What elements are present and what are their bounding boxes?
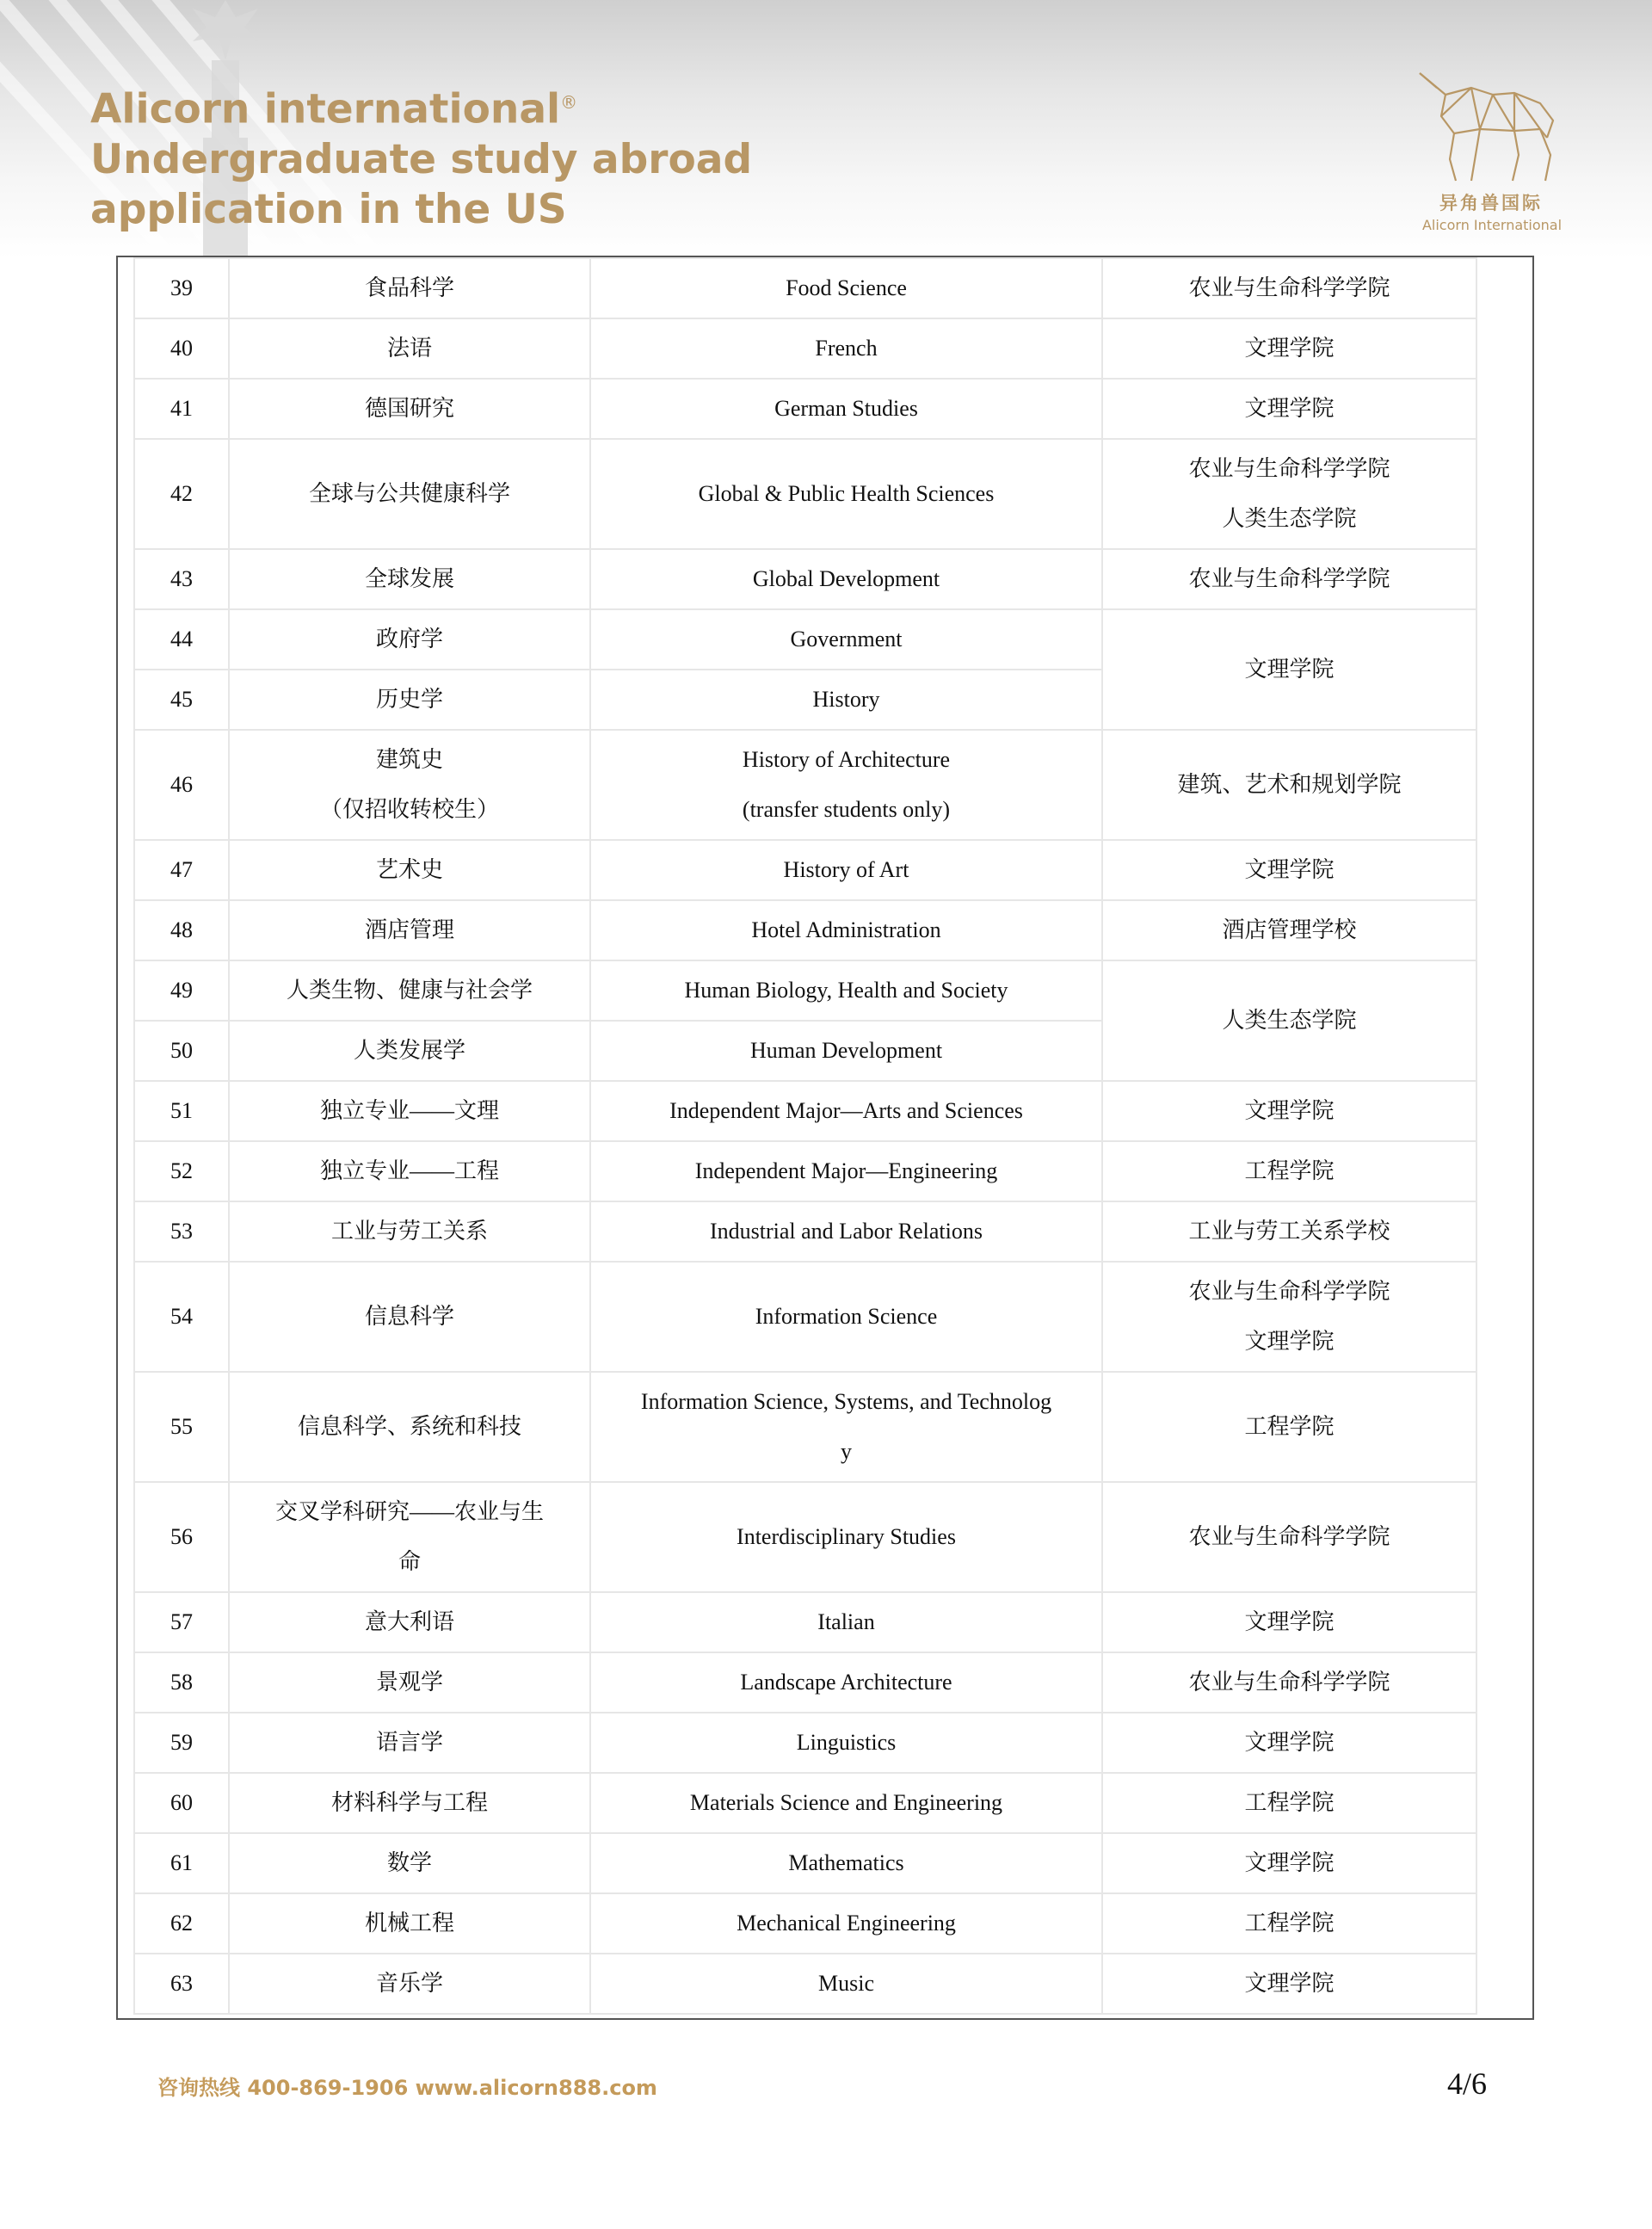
major-chinese-name-cell-line: 独立专业——文理 xyxy=(319,1098,499,1123)
row-number-cell: 60 xyxy=(134,1773,229,1833)
major-english-name-cell xyxy=(590,1372,1102,1482)
major-chinese-name-cell xyxy=(229,1713,590,1773)
major-english-name-cell xyxy=(590,1592,1102,1652)
table-row xyxy=(134,1262,1476,1372)
major-chinese-name-cell xyxy=(229,1081,590,1141)
college-cell-line: 工程学院 xyxy=(1244,1911,1335,1936)
table-row xyxy=(134,1833,1476,1893)
college-cell-line: 酒店管理学校 xyxy=(1222,917,1357,942)
major-english-name-cell-line: Global & Public Health Sciences xyxy=(698,481,995,506)
major-english-name-cell-line: Music xyxy=(818,1971,874,1996)
table-row xyxy=(134,1372,1476,1482)
major-english-name-cell xyxy=(590,1482,1102,1592)
college-cell-line: 农业与生命科学学院 xyxy=(1188,566,1390,591)
row-number-cell: 48 xyxy=(134,900,229,960)
unicorn-logo-icon xyxy=(1411,69,1566,189)
table-row xyxy=(134,840,1476,900)
major-chinese-name-cell-line: 艺术史 xyxy=(375,857,443,882)
college-cell-line: 农业与生命科学学院 xyxy=(1188,1670,1390,1695)
major-chinese-name-cell xyxy=(229,1893,590,1954)
table-row xyxy=(134,609,1476,670)
major-english-name-cell xyxy=(590,670,1102,730)
row-number-cell: 50 xyxy=(134,1021,229,1081)
major-english-name-cell-line: Mechanical Engineering xyxy=(737,1911,956,1936)
table-row xyxy=(134,258,1476,318)
college-cell xyxy=(1102,900,1476,960)
table-row xyxy=(134,1141,1476,1201)
major-chinese-name-cell xyxy=(229,1482,590,1592)
college-cell-line: 文理学院 xyxy=(1244,1098,1335,1123)
major-english-name-cell xyxy=(590,1141,1102,1201)
row-number-cell: 44 xyxy=(134,609,229,670)
college-cell xyxy=(1102,960,1476,1081)
major-chinese-name-cell xyxy=(229,439,590,549)
major-english-name-cell-line: Mathematics xyxy=(788,1850,904,1875)
major-chinese-name-cell-line: 德国研究 xyxy=(364,396,454,421)
major-chinese-name-cell-line: 交叉学科研究——农业与生 xyxy=(274,1499,544,1524)
college-cell xyxy=(1102,379,1476,439)
major-chinese-name-cell-line: 材料科学与工程 xyxy=(330,1790,488,1815)
major-chinese-name-cell-line: 意大利语 xyxy=(364,1609,454,1634)
major-english-name-cell xyxy=(590,900,1102,960)
table-row xyxy=(134,900,1476,960)
major-english-name-cell xyxy=(590,1262,1102,1372)
major-english-name-cell-line: Food Science xyxy=(786,275,907,300)
brand-title-line1: Alicorn international xyxy=(90,85,561,133)
major-english-name-cell xyxy=(590,1954,1102,2014)
major-chinese-name-cell-line: 工业与劳工关系 xyxy=(330,1219,488,1244)
college-cell xyxy=(1102,439,1476,549)
major-english-name-cell-line: Hotel Administration xyxy=(751,917,941,942)
college-cell-line: 工程学院 xyxy=(1244,1414,1335,1439)
major-chinese-name-cell xyxy=(229,1773,590,1833)
major-english-name-cell-line: Independent Major—Engineering xyxy=(694,1158,998,1183)
college-cell-line: 农业与生命科学学院 xyxy=(1188,275,1390,300)
major-english-name-cell xyxy=(590,439,1102,549)
major-english-name-cell xyxy=(590,1713,1102,1773)
college-cell-line: 文理学院 xyxy=(1244,396,1335,421)
table-row xyxy=(134,1773,1476,1833)
major-chinese-name-cell xyxy=(229,318,590,379)
major-chinese-name-cell-line: 数学 xyxy=(386,1850,432,1875)
college-cell xyxy=(1102,1081,1476,1141)
major-chinese-name-cell xyxy=(229,1833,590,1893)
table-row xyxy=(134,1713,1476,1773)
college-cell xyxy=(1102,1141,1476,1201)
major-english-name-cell-line: Human Biology, Health and Society xyxy=(684,978,1008,1003)
major-chinese-name-cell xyxy=(229,730,590,840)
college-cell xyxy=(1102,1833,1476,1893)
logo-english-text: Alicorn International xyxy=(1421,217,1563,233)
major-english-name-cell xyxy=(590,258,1102,318)
major-english-name-cell-line: History of Architecture xyxy=(742,747,951,772)
table-row xyxy=(134,1893,1476,1954)
college-cell-line: 文理学院 xyxy=(1244,1609,1335,1634)
row-number-cell: 56 xyxy=(134,1482,229,1592)
header-band xyxy=(0,0,1652,258)
major-chinese-name-cell-line: 人类生物、健康与社会学 xyxy=(286,978,533,1003)
major-chinese-name-cell xyxy=(229,379,590,439)
college-cell xyxy=(1102,1592,1476,1652)
college-cell xyxy=(1102,1954,1476,2014)
table-row xyxy=(134,1482,1476,1592)
alicorn-logo xyxy=(1411,69,1566,241)
major-english-name-cell xyxy=(590,960,1102,1021)
page-number: 4/6 xyxy=(1447,2066,1488,2101)
college-cell xyxy=(1102,1201,1476,1262)
table-row xyxy=(134,549,1476,609)
major-english-name-cell-line: Information Science xyxy=(755,1304,938,1329)
major-english-name-cell-line: y xyxy=(841,1439,852,1464)
table-row xyxy=(134,439,1476,549)
major-chinese-name-cell-line: 法语 xyxy=(386,336,432,361)
table-row xyxy=(134,730,1476,840)
table-row xyxy=(134,1592,1476,1652)
row-number-cell: 53 xyxy=(134,1201,229,1262)
major-chinese-name-cell xyxy=(229,1021,590,1081)
row-number-cell: 43 xyxy=(134,549,229,609)
college-cell xyxy=(1102,840,1476,900)
college-cell-line: 农业与生命科学学院 xyxy=(1188,1524,1390,1549)
major-chinese-name-cell-line: （仅招收转校生） xyxy=(319,797,499,822)
registered-mark: ® xyxy=(560,92,578,113)
major-chinese-name-cell xyxy=(229,1592,590,1652)
row-number-cell: 51 xyxy=(134,1081,229,1141)
major-chinese-name-cell-line: 历史学 xyxy=(375,687,443,712)
major-chinese-name-cell xyxy=(229,1954,590,2014)
major-english-name-cell-line: French xyxy=(815,336,878,361)
row-number-cell: 47 xyxy=(134,840,229,900)
row-number-cell: 62 xyxy=(134,1893,229,1954)
major-english-name-cell-line: (transfer students only) xyxy=(742,797,951,822)
major-chinese-name-cell-line: 政府学 xyxy=(375,627,443,651)
major-chinese-name-cell-line: 语言学 xyxy=(375,1730,443,1755)
major-chinese-name-cell xyxy=(229,258,590,318)
major-english-name-cell-line: Interdisciplinary Studies xyxy=(737,1524,956,1549)
major-english-name-cell-line: Independent Major—Arts and Sciences xyxy=(669,1098,1023,1123)
row-number-cell: 42 xyxy=(134,439,229,549)
row-number-cell: 40 xyxy=(134,318,229,379)
row-number-cell: 61 xyxy=(134,1833,229,1893)
major-english-name-cell xyxy=(590,1773,1102,1833)
college-cell xyxy=(1102,1713,1476,1773)
major-chinese-name-cell-line: 景观学 xyxy=(375,1670,443,1695)
college-cell xyxy=(1102,1773,1476,1833)
major-chinese-name-cell xyxy=(229,1201,590,1262)
major-english-name-cell-line: German Studies xyxy=(774,396,918,421)
row-number-cell: 46 xyxy=(134,730,229,840)
college-cell-line: 人类生态学院 xyxy=(1222,506,1357,531)
major-english-name-cell xyxy=(590,549,1102,609)
row-number-cell: 55 xyxy=(134,1372,229,1482)
college-cell xyxy=(1102,1372,1476,1482)
college-cell-line: 文理学院 xyxy=(1244,657,1335,682)
major-chinese-name-cell xyxy=(229,609,590,670)
major-english-name-cell xyxy=(590,1652,1102,1713)
row-number-cell: 45 xyxy=(134,670,229,730)
logo-chinese-text: 异角兽国际 xyxy=(1439,193,1543,213)
major-english-name-cell-line: History of Art xyxy=(783,857,909,882)
major-english-name-cell xyxy=(590,318,1102,379)
major-english-name-cell-line: Human Development xyxy=(749,1038,943,1063)
major-english-name-cell xyxy=(590,730,1102,840)
major-english-name-cell-line: Industrial and Labor Relations xyxy=(710,1219,983,1244)
major-chinese-name-cell-line: 全球发展 xyxy=(364,566,454,591)
row-number-cell: 59 xyxy=(134,1713,229,1773)
college-cell-line: 文理学院 xyxy=(1244,1971,1335,1996)
footer-contact: 咨询热线 400-869-1906 www.alicorn888.com xyxy=(157,2076,657,2100)
major-english-name-cell-line: Global Development xyxy=(752,566,940,591)
college-cell xyxy=(1102,549,1476,609)
college-cell xyxy=(1102,1652,1476,1713)
table-row xyxy=(134,1954,1476,2014)
college-cell-line: 农业与生命科学学院 xyxy=(1188,456,1390,481)
major-chinese-name-cell-line: 独立专业——工程 xyxy=(319,1158,499,1183)
major-chinese-name-cell-line: 全球与公共健康科学 xyxy=(308,481,510,506)
major-english-name-cell-line: Italian xyxy=(817,1609,875,1634)
major-english-name-cell xyxy=(590,840,1102,900)
row-number-cell: 39 xyxy=(134,258,229,318)
major-chinese-name-cell xyxy=(229,1652,590,1713)
table-row xyxy=(134,379,1476,439)
major-chinese-name-cell xyxy=(229,549,590,609)
college-cell xyxy=(1102,1262,1476,1372)
table-row xyxy=(134,1201,1476,1262)
row-number-cell: 58 xyxy=(134,1652,229,1713)
major-chinese-name-cell xyxy=(229,840,590,900)
major-english-name-cell-line: Materials Science and Engineering xyxy=(689,1790,1003,1815)
row-number-cell: 57 xyxy=(134,1592,229,1652)
majors-table-body xyxy=(134,258,1476,2014)
major-chinese-name-cell xyxy=(229,1372,590,1482)
major-chinese-name-cell-line: 机械工程 xyxy=(364,1911,454,1936)
college-cell-line: 工程学院 xyxy=(1244,1158,1335,1183)
college-cell xyxy=(1102,1893,1476,1954)
major-chinese-name-cell-line: 信息科学 xyxy=(364,1304,454,1329)
table-row xyxy=(134,1652,1476,1713)
major-english-name-cell-line: Government xyxy=(790,627,903,651)
brand-title xyxy=(90,77,752,235)
college-cell-line: 工程学院 xyxy=(1244,1790,1335,1815)
row-number-cell: 54 xyxy=(134,1262,229,1372)
major-chinese-name-cell-line: 食品科学 xyxy=(364,275,454,300)
major-english-name-cell-line: Information Science, Systems, and Technolog xyxy=(640,1389,1052,1414)
college-cell xyxy=(1102,1482,1476,1592)
major-chinese-name-cell-line: 音乐学 xyxy=(375,1971,443,1996)
major-chinese-name-cell xyxy=(229,1262,590,1372)
table-row xyxy=(134,318,1476,379)
college-cell-line: 文理学院 xyxy=(1244,1730,1335,1755)
row-number-cell: 63 xyxy=(134,1954,229,2014)
college-cell-line: 工业与劳工关系学校 xyxy=(1188,1219,1390,1244)
brand-title-line2: Undergraduate study abroad xyxy=(90,135,753,183)
major-chinese-name-cell xyxy=(229,900,590,960)
major-english-name-cell xyxy=(590,1021,1102,1081)
major-chinese-name-cell-line: 信息科学、系统和科技 xyxy=(297,1414,521,1439)
row-number-cell: 49 xyxy=(134,960,229,1021)
major-english-name-cell-line: Landscape Architecture xyxy=(740,1670,952,1695)
college-cell-line: 文理学院 xyxy=(1244,857,1335,882)
college-cell xyxy=(1102,258,1476,318)
major-english-name-cell xyxy=(590,1833,1102,1893)
college-cell-line: 人类生态学院 xyxy=(1222,1008,1357,1033)
major-chinese-name-cell-line: 人类发展学 xyxy=(353,1038,465,1063)
college-cell xyxy=(1102,318,1476,379)
college-cell-line: 建筑、艺术和规划学院 xyxy=(1177,772,1402,797)
major-english-name-cell xyxy=(590,379,1102,439)
major-english-name-cell xyxy=(590,1201,1102,1262)
major-english-name-cell xyxy=(590,1893,1102,1954)
majors-table xyxy=(133,257,1477,2015)
major-chinese-name-cell xyxy=(229,960,590,1021)
major-english-name-cell-line: History xyxy=(812,687,880,712)
row-number-cell: 41 xyxy=(134,379,229,439)
college-cell-line: 文理学院 xyxy=(1244,1850,1335,1875)
major-chinese-name-cell-line: 建筑史 xyxy=(375,747,443,772)
major-chinese-name-cell-line: 酒店管理 xyxy=(364,917,454,942)
college-cell xyxy=(1102,730,1476,840)
major-chinese-name-cell-line: 命 xyxy=(398,1549,421,1574)
major-english-name-cell xyxy=(590,1081,1102,1141)
college-cell-line: 文理学院 xyxy=(1244,336,1335,361)
major-english-name-cell xyxy=(590,609,1102,670)
major-chinese-name-cell xyxy=(229,670,590,730)
college-cell-line: 农业与生命科学学院 xyxy=(1188,1279,1390,1304)
table-row xyxy=(134,1081,1476,1141)
college-cell xyxy=(1102,609,1476,730)
brand-title-line3: application in the US xyxy=(90,185,567,233)
major-chinese-name-cell xyxy=(229,1141,590,1201)
table-row xyxy=(134,960,1476,1021)
college-cell-line: 文理学院 xyxy=(1244,1329,1335,1354)
major-english-name-cell-line: Linguistics xyxy=(796,1730,897,1755)
row-number-cell: 52 xyxy=(134,1141,229,1201)
